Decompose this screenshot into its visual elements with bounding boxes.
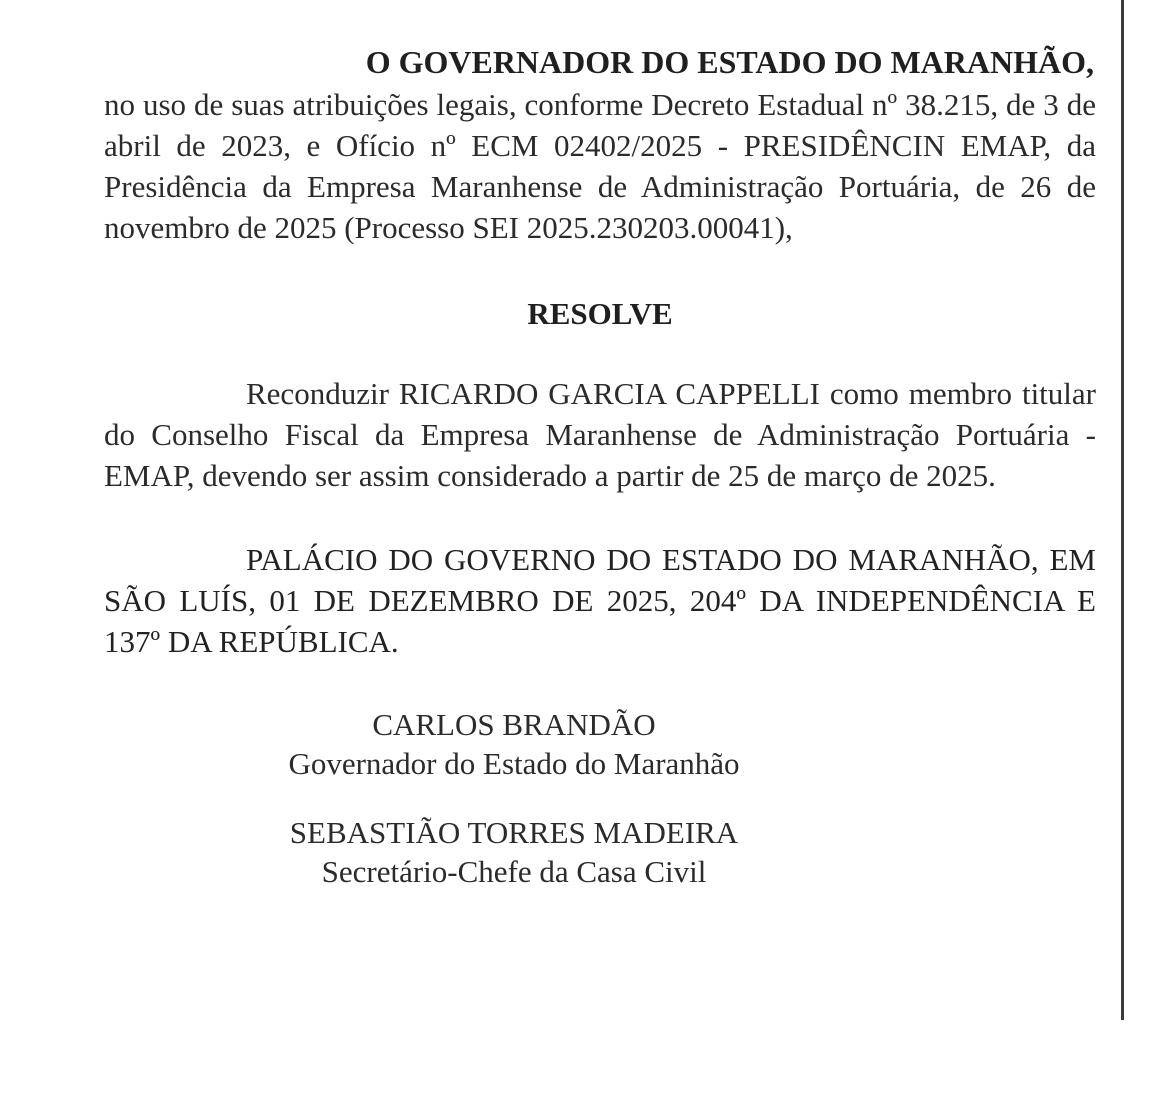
resolve-label: RESOLVE [527,296,673,331]
decree-preamble: no uso de suas atribuições legais, conforme Decreto Estadual nº 38.215, de 3 de abril de 2023, e Ofício nº ECM 02402/2025 - PRESIDÊNCIN EMAP, da Presidência da Empresa Maranhense de Administração Portuária, de 26 de novembro de 2025 (Processo SEI 2025.230203.00041), [104,87,1096,245]
page-column-rule [1121,0,1124,1020]
decree-closing: PALÁCIO DO GOVERNO DO ESTADO DO MARANHÃO, EM SÃO LUÍS, 01 DE DEZEMBRO DE 2025, 204º DA INDEPENDÊNCIA E 137º DA REPÚBLICA. [104,542,1096,659]
signature-name: CARLOS BRANDÃO [372,707,656,742]
decree-document [104,40,1096,891]
signature-name: SEBASTIÃO TORRES MADEIRA [289,815,739,850]
signature-block-governor [104,705,1096,783]
decree-heading: O GOVERNADOR DO ESTADO DO MARANHÃO, [365,44,1094,80]
signature-block-secretary [104,813,1096,891]
decree-body: Reconduzir RICARDO GARCIA CAPPELLI como membro titular do Conselho Fiscal da Empresa Maranhense de Administração Portuária - EMAP, devendo ser assim considerado a partir de 25 de março de 2025. [104,376,1096,493]
signature-role: Secretário-Chefe da Casa Civil [321,854,707,889]
signature-role: Governador do Estado do Maranhão [288,746,740,781]
